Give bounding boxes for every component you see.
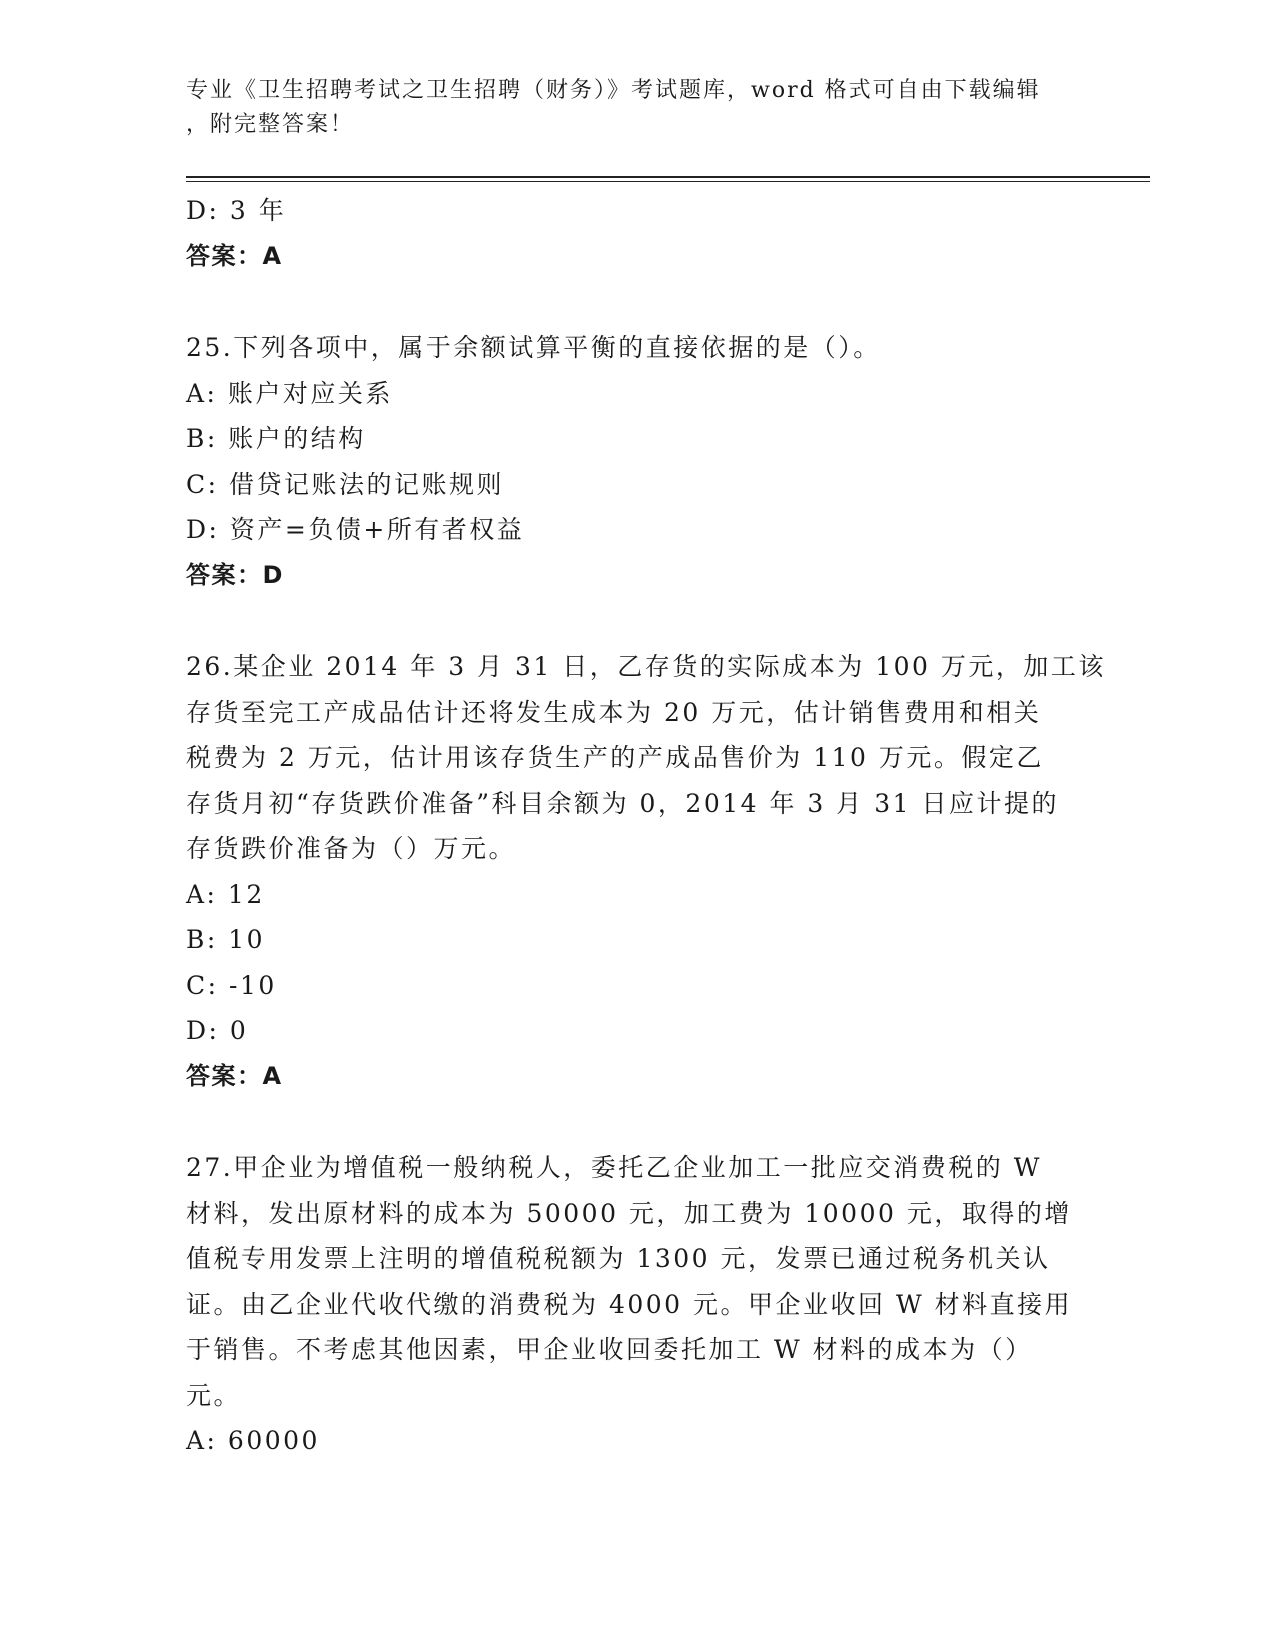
prev-question xyxy=(186,188,1086,279)
option-c: C: -10 xyxy=(186,970,277,1000)
question-stem-line: 于销售。不考虑其他因素，甲企业收回委托加工 W 材料的成本为（） xyxy=(186,1335,1033,1364)
question-stem-line: 值税专用发票上注明的增值税税额为 1300 元，发票已通过税务机关认 xyxy=(186,1244,1051,1273)
question-stem-line: 存货跌价准备为（）万元。 xyxy=(186,834,517,863)
spacer xyxy=(186,1099,1086,1145)
question-stem-line: 证。由乙企业代收代缴的消费税为 4000 元。甲企业收回 W 材料直接用 xyxy=(186,1289,1073,1319)
question-stem-line: 存货至完工产成品估计还将发生成本为 20 万元，估计销售费用和相关 xyxy=(186,697,1042,727)
question-26 xyxy=(186,644,1106,1099)
answer: 答案：A xyxy=(186,241,283,270)
question-27 xyxy=(186,1145,1086,1464)
header-divider-thin xyxy=(186,181,1150,182)
spacer xyxy=(186,279,1086,325)
question-stem-line: 元。 xyxy=(186,1380,242,1410)
option-d: D: 3 年 xyxy=(186,196,287,225)
document-header xyxy=(186,74,1066,142)
option-a: A: 60000 xyxy=(186,1426,320,1455)
question-25 xyxy=(186,325,1086,598)
question-stem: 25.下列各项中，属于余额试算平衡的直接依据的是（）。 xyxy=(186,333,881,362)
option-c: C: 借贷记账法的记账规则 xyxy=(186,469,504,499)
question-stem-line: 税费为 2 万元，估计用该存货生产的产成品售价为 110 万元。假定乙 xyxy=(186,743,1044,772)
option-b: B: 10 xyxy=(186,925,266,954)
document-body xyxy=(186,188,1106,1464)
option-a: A: 账户对应关系 xyxy=(186,378,393,408)
question-stem-line: 27.甲企业为增值税一般纳税人，委托乙企业加工一批应交消费税的 W xyxy=(186,1153,1042,1182)
question-stem-line: 存货月初“存货跌价准备”科目余额为 0，2014 年 3 月 31 日应计提的 xyxy=(186,788,1059,818)
answer: 答案：A xyxy=(186,1061,283,1090)
header-divider-thick xyxy=(186,176,1150,178)
spacer xyxy=(186,598,1086,644)
answer: 答案：D xyxy=(186,560,284,589)
option-a: A: 12 xyxy=(186,879,265,909)
option-b: B: 账户的结构 xyxy=(186,424,366,453)
option-d: D: 0 xyxy=(186,1016,249,1045)
question-stem-line: 材料，发出原材料的成本为 50000 元，加工费为 10000 元，取得的增 xyxy=(186,1198,1072,1228)
option-d: D: 资产=负债+所有者权益 xyxy=(186,515,525,544)
header-line-1: 专业《卫生招聘考试之卫生招聘（财务）》考试题库，word 格式可自由下载编辑 xyxy=(186,78,1041,103)
question-stem-line: 26.某企业 2014 年 3 月 31 日，乙存货的实际成本为 100 万元，加工该 xyxy=(186,652,1106,681)
header-line-2: ，附完整答案！ xyxy=(186,112,355,137)
